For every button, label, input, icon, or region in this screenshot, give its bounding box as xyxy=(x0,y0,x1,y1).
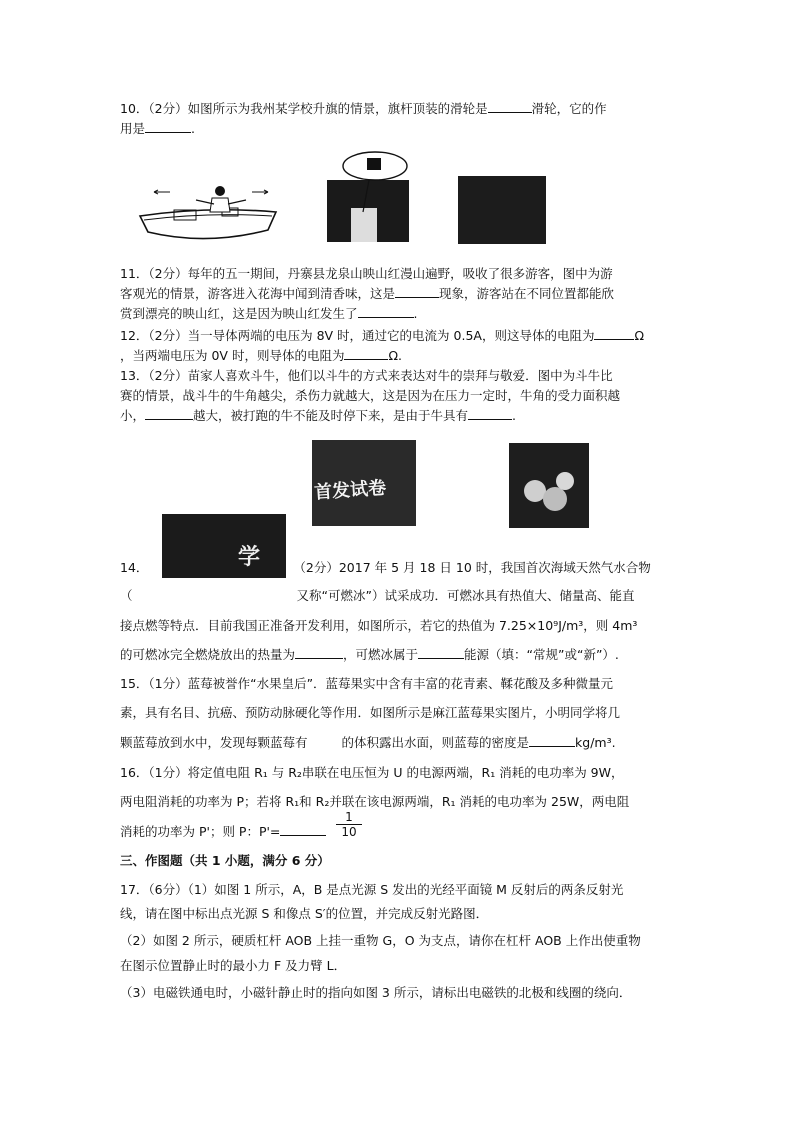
flower-sea-photo xyxy=(458,176,546,244)
q16-line2: 两电阻消耗的功率为 P；若将 R₁和 R₂并联在该电源两端，R₁ 消耗的电功率为 25W，两电阻 xyxy=(120,794,630,809)
q17-line1: 17．（6分）（1）如图 1 所示，A，B 是点光源 S 发出的光经平面镜 M 反射后的两条反射光 xyxy=(120,882,624,897)
boat-illustration xyxy=(136,182,280,248)
answer-blank[interactable] xyxy=(468,407,512,420)
q10-line1: 10．（2分）如图所示为我州某学校升旗的情景，旗杆顶装的滑轮是 滑轮，它的作 xyxy=(120,101,607,116)
watermark-text: 首发试卷 xyxy=(313,477,387,504)
q17-line5: （3）电磁铁通电时，小磁针静止时的指向如图 3 所示，请标出电磁铁的北极和线圈的绕向． xyxy=(120,985,632,1000)
q13-line3: 小， 越大，被打跑的牛不能及时停下来，是由于牛具有 . xyxy=(120,408,517,423)
answer-blank[interactable] xyxy=(488,100,532,113)
q17-line4: 在图示位置静止时的最小力 F 及力臂 L． xyxy=(120,958,347,973)
q15-line2: 素，具有名目、抗癌、预防动脉硬化等作用．如图所示是麻江蓝莓果实图片，小明同学将几 xyxy=(120,705,621,720)
watermark-text: 学 xyxy=(238,545,261,570)
q11-line1: 11．（2分）每年的五一期间，丹寨县龙泉山映山红漫山遍野，吸收了很多游客，图中为游 xyxy=(120,266,613,281)
answer-blank[interactable] xyxy=(529,734,575,747)
answer-blank[interactable] xyxy=(145,120,191,133)
q17-line2: 线，请在图中标出点光源 S 和像点 S′的位置，并完成反射光路图． xyxy=(120,906,489,921)
q16-line3: 消耗的功率为 P'；则 P：P'= xyxy=(120,822,680,841)
q11-line3: 赏到漂亮的映山红，这是因为映山红发生了 . xyxy=(120,306,418,321)
answer-blank[interactable] xyxy=(594,327,634,340)
answer-blank[interactable] xyxy=(344,347,388,360)
q14-line2: （ 又称“可燃冰”）试采成功．可燃冰具有热值大、储量高、能直 xyxy=(120,588,635,603)
q12-line2: ，当两端电压为 0V 时，则导体的电阻为 Ω. xyxy=(120,348,402,363)
bullfight-photo xyxy=(312,440,416,526)
q13-line1: 13．（2分）苗家人喜欢斗牛，他们以斗牛的方式来表达对牛的崇拜与敬爱．图中为斗牛比 xyxy=(120,368,613,383)
blueberry-photo xyxy=(509,443,589,528)
answer-blank[interactable] xyxy=(280,823,326,836)
q14-line1: 14． （2分）2017 年 5 月 18 日 10 时，我国首次海域天然气水合物 xyxy=(120,560,651,575)
answer-blank[interactable] xyxy=(145,407,193,420)
flag-pole-illustration xyxy=(327,150,409,242)
q16-line1: 16．（1分）将定值电阻 R₁ 与 R₂串联在电压恒为 U 的电源两端，R₁ 消耗的电功率为 9W， xyxy=(120,765,624,780)
q15-line1: 15．（1分）蓝莓被誉作“水果皇后”．蓝莓果实中含有丰富的花青素、鞣花酸及多种微量元 xyxy=(120,676,614,691)
q14-line4: 的可燃冰完全燃烧放出的热量为 ，可燃冰属于 能源（填：“常规”或“新”）. xyxy=(120,647,619,662)
answer-blank[interactable] xyxy=(295,646,343,659)
fraction: $\frac{1}{10}$ xyxy=(336,810,362,840)
answer-blank[interactable] xyxy=(418,646,464,659)
answer-blank[interactable] xyxy=(395,285,439,298)
q13-line2: 赛的情景，战斗牛的牛角越尖，杀伤力就越大，这是因为在压力一定时，牛角的受力面积越 xyxy=(120,388,621,403)
q11-line2: 客观光的情景，游客进入花海中闻到清香味，这是 现象，游客站在不同位置都能欣 xyxy=(120,286,615,301)
q14-line3: 接点燃等特点．目前我国正准备开发利用，如图所示，若它的热值为 7.25×10⁹J/m³，则 4m³ xyxy=(120,618,638,633)
q17-line3: （2）如图 2 所示，硬质杠杆 AOB 上挂一重物 G，O 为支点，请你在杠杆 AOB 上作出使重物 xyxy=(120,933,641,948)
q12-line1: 12．（2分）当一导体两端的电压为 8V 时，通过它的电流为 0.5A，则这导体的电阻为 Ω xyxy=(120,328,645,343)
answer-blank[interactable] xyxy=(358,305,414,318)
q10-line2: 用是 . xyxy=(120,121,195,136)
q15-line3: 颗蓝莓放到水中，发现每颗蓝莓有 的体积露出水面，则蓝莓的密度是 kg/m³. xyxy=(120,735,616,750)
section-heading: 三、作图题（共 1 小题，满分 6 分） xyxy=(120,853,330,868)
